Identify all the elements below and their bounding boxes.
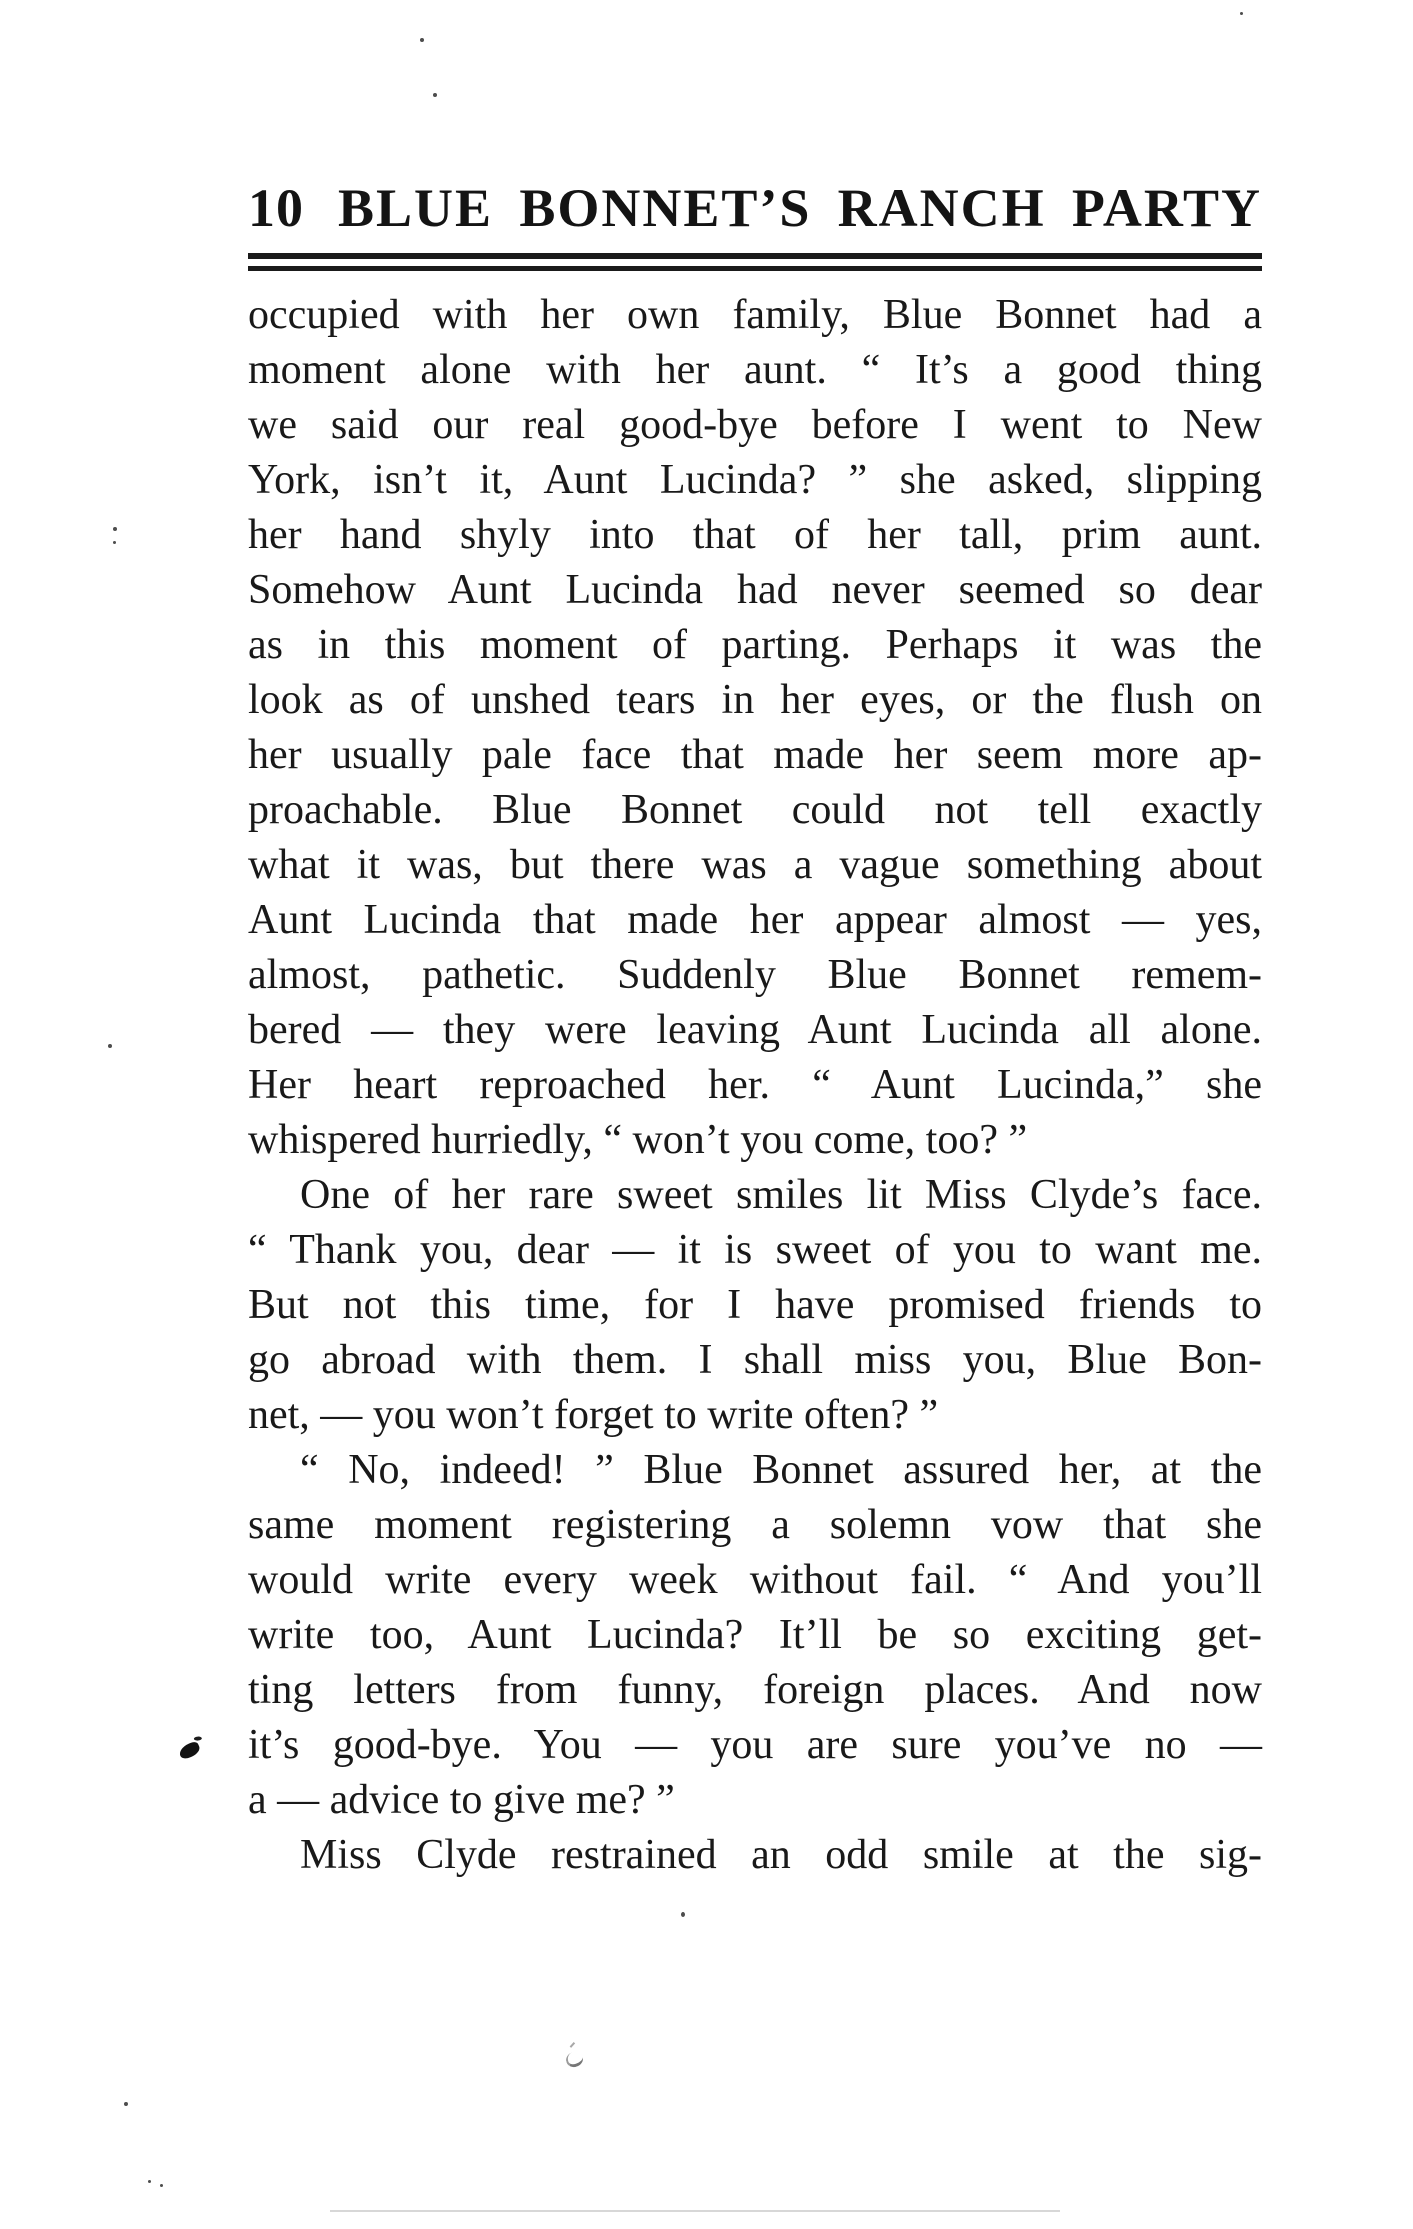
text-line: bered — they were leaving Aunt Lucinda all alone. (248, 1007, 1262, 1053)
ink-speck (433, 93, 437, 97)
ink-speck (1240, 12, 1243, 15)
text-line: moment alone with her aunt. “ It’s a good thing (248, 347, 1262, 393)
ink-blot-margin (177, 1740, 201, 1760)
text-line: write too, Aunt Lucinda? It’ll be so exciting get- (248, 1612, 1262, 1658)
text-line: almost, pathetic. Suddenly Blue Bonnet remem- (248, 952, 1262, 998)
text-line: occupied with her own family, Blue Bonnet had a (248, 292, 1262, 338)
text-line: as in this moment of parting. Perhaps it was the (248, 622, 1262, 668)
running-title (338, 178, 1262, 238)
scan-edge-line (330, 2210, 1060, 2212)
text-line: Aunt Lucinda that made her appear almost — yes, (248, 897, 1262, 943)
text-line: One of her rare sweet smiles lit Miss Clyde’s face. (300, 1172, 1262, 1218)
page-number: 10 (248, 178, 304, 238)
text-line: we said our real good-bye before I went to New (248, 402, 1262, 448)
text-line: her hand shyly into that of her tall, prim aunt. (248, 512, 1262, 558)
text-line: Miss Clyde restrained an odd smile at the sig- (300, 1832, 1262, 1878)
ink-speck (148, 2180, 151, 2183)
running-title-word: PARTY (1071, 178, 1262, 238)
text-line: Her heart reproached her. “ Aunt Lucinda,” she (248, 1062, 1262, 1108)
ink-smudge-bottom (564, 2050, 585, 2070)
text-line: Somehow Aunt Lucinda had never seemed so dear (248, 567, 1262, 613)
ink-speck (124, 2102, 128, 2106)
body-text (248, 288, 1262, 1883)
text-line: whispered hurriedly, “ won’t you come, too? ” (248, 1117, 1028, 1163)
running-title-word: RANCH (837, 178, 1046, 238)
ink-speck (681, 1912, 685, 1917)
text-line: ting letters from funny, foreign places. And now (248, 1667, 1262, 1713)
text-line: look as of unshed tears in her eyes, or the flush on (248, 677, 1262, 723)
running-title-word: BONNET’S (519, 178, 812, 238)
ink-speck (420, 38, 424, 42)
ink-speck (108, 1044, 112, 1048)
ink-speck (160, 2184, 163, 2187)
text-line: her usually pale face that made her seem more ap- (248, 732, 1262, 778)
text-line: net, — you won’t forget to write often? ” (248, 1392, 939, 1438)
text-line: proachable. Blue Bonnet could not tell exactly (248, 787, 1262, 833)
text-line: a — advice to give me? ” (248, 1777, 675, 1823)
text-line: But not this time, for I have promised friends to (248, 1282, 1262, 1328)
text-line: would write every week without fail. “ And you’ll (248, 1557, 1262, 1603)
text-line: “ Thank you, dear — it is sweet of you to want me. (248, 1227, 1262, 1273)
text-line: go abroad with them. I shall miss you, Blue Bon- (248, 1337, 1262, 1383)
ink-speck (113, 527, 117, 531)
running-header (248, 178, 1262, 238)
text-line: York, isn’t it, Aunt Lucinda? ” she asked, slipping (248, 457, 1262, 503)
text-line: same moment registering a solemn vow that she (248, 1502, 1262, 1548)
text-line: what it was, but there was a vague something about (248, 842, 1262, 888)
text-line: “ No, indeed! ” Blue Bonnet assured her, at the (300, 1447, 1262, 1493)
running-title-word: BLUE (338, 178, 494, 238)
text-line: it’s good-bye. You — you are sure you’ve no — (248, 1722, 1262, 1768)
ink-speck (113, 541, 116, 544)
header-double-rule (248, 253, 1262, 271)
